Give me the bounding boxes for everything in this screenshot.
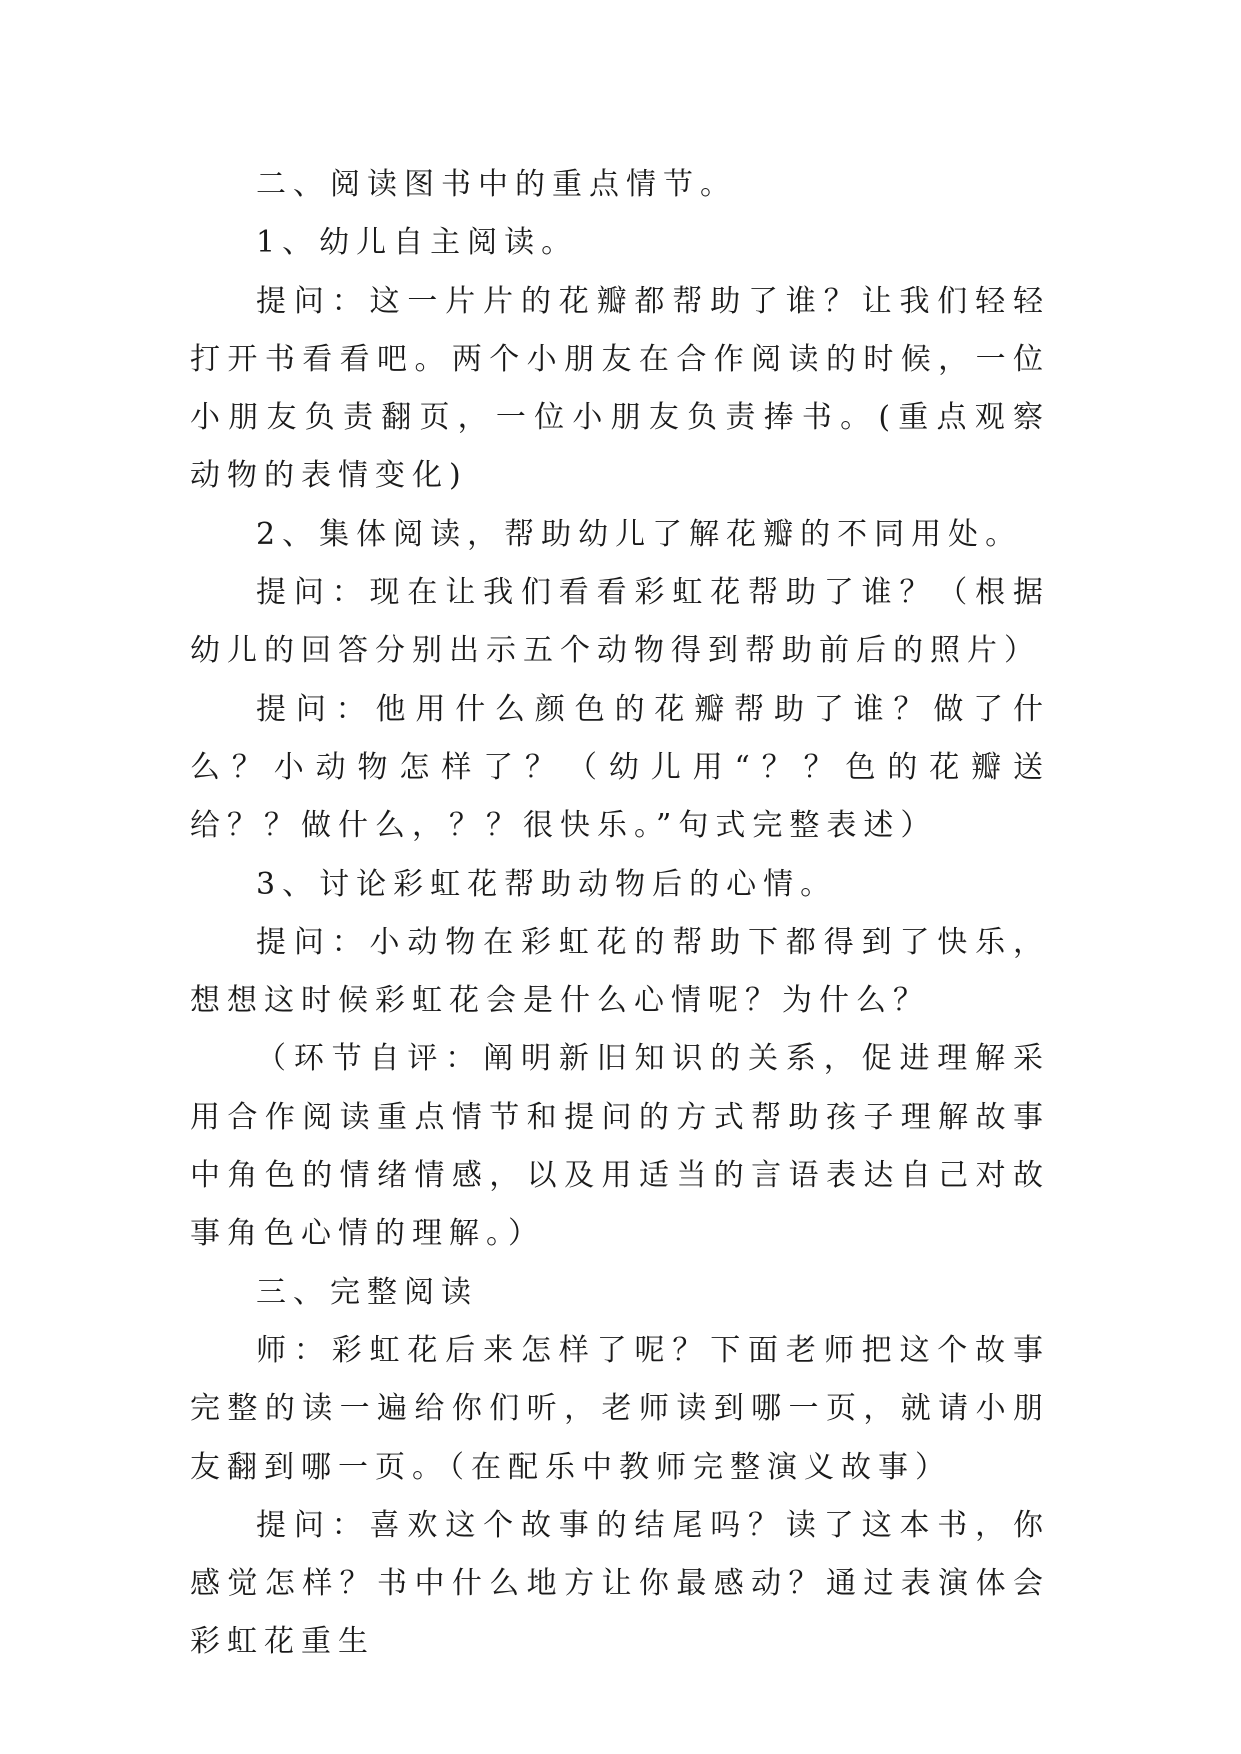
document-body <box>190 156 1050 1672</box>
question-paragraph-1: 提问：这一片片的花瓣都帮助了谁？让我们轻轻打开书看看吧。两个小朋友在合作阅读的时候，一位小朋友负责翻页，一位小朋友负责捧书。(重点观察动物的表情变化) <box>190 283 1050 494</box>
teacher-paragraph: 师：彩虹花后来怎样了呢？下面老师把这个故事完整的读一遍给你们听，老师读到哪一页，就请小朋友翻到哪一页。（在配乐中教师完整演义故事） <box>190 1332 1050 1485</box>
step-heading-1: 1、幼儿自主阅读。 <box>256 225 579 261</box>
section-heading-2: 二、阅读图书中的重点情节。 <box>256 167 737 202</box>
step-heading-3: 3、讨论彩虹花帮助动物后的心情。 <box>256 866 838 902</box>
question-paragraph-4: 提问：小动物在彩虹花的帮助下都得到了快乐，想想这时候彩虹花会是什么心情呢？为什么？ <box>190 924 1050 1019</box>
self-evaluation-paragraph: （环节自评：阐明新旧知识的关系，促进理解采用合作阅读重点情节和提问的方式帮助孩子理解故事中角色的情绪情感，以及用适当的言语表达自己对故事角色心情的理解。） <box>190 1041 1050 1252</box>
section-heading-3: 三、完整阅读 <box>256 1274 478 1310</box>
step-heading-2: 2、集体阅读，帮助幼儿了解花瓣的不同用处。 <box>256 516 1023 552</box>
question-paragraph-5: 提问：喜欢这个故事的结尾吗？读了这本书，你感觉怎样？书中什么地方让你最感动？通过表演体会彩虹花重生 <box>190 1507 1050 1660</box>
question-paragraph-2: 提问：现在让我们看看彩虹花帮助了谁？（根据幼儿的回答分别出示五个动物得到帮助前后的照片） <box>190 575 1050 669</box>
question-paragraph-3: 提问：他用什么颜色的花瓣帮助了谁？做了什么？小动物怎样了？（幼儿用“？？色的花瓣送给？？做什么，？？很快乐。”句式完整表述） <box>190 691 1050 844</box>
